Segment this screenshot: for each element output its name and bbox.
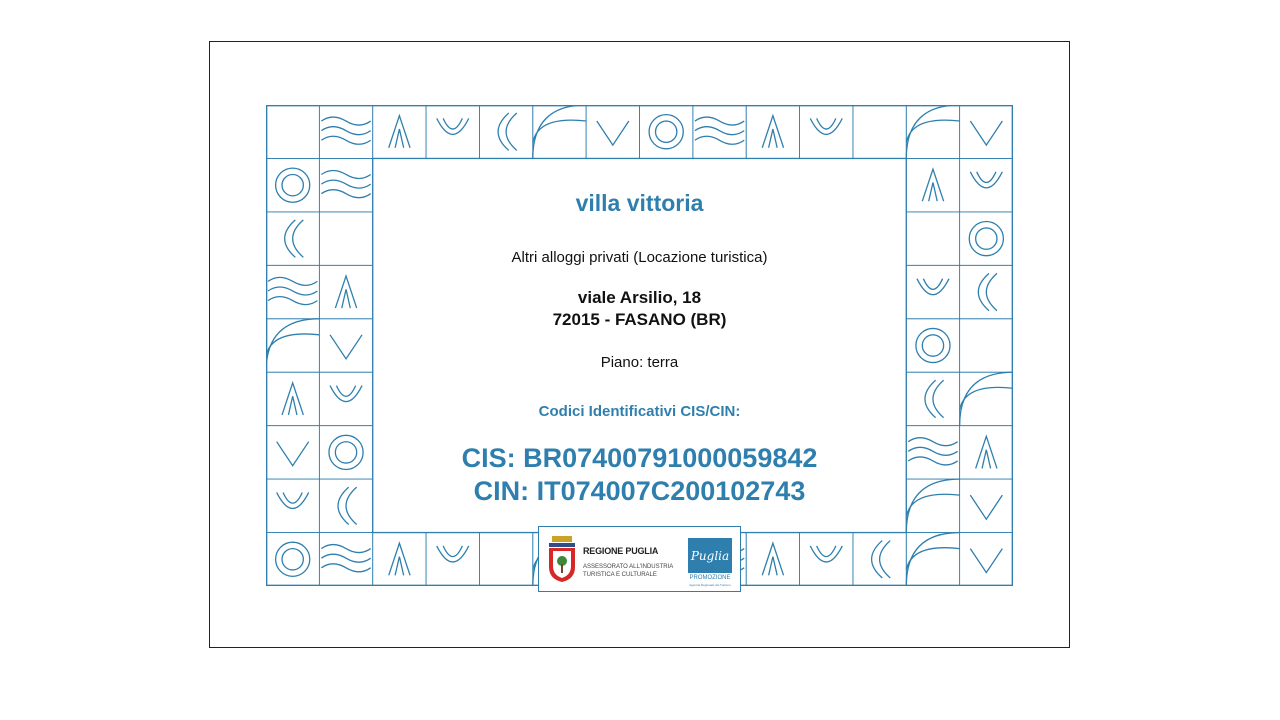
- frame-pattern-mark: [906, 105, 959, 158]
- region-title: REGIONE PUGLIA: [583, 546, 659, 556]
- frame-pattern-mark: [925, 380, 936, 417]
- property-type: Altri alloggi privati (Locazione turistica): [511, 249, 768, 266]
- frame-pattern-mark: [906, 548, 959, 570]
- frame-tile: [266, 319, 319, 372]
- frame-tile: [800, 105, 853, 158]
- frame-pattern-mark: [443, 118, 462, 129]
- frame-tile: [906, 265, 959, 318]
- frame-pattern-mark: [335, 442, 356, 463]
- certificate-body: [373, 159, 906, 532]
- frame-pattern-mark: [276, 168, 310, 202]
- frame-pattern-mark: [960, 387, 1013, 409]
- frame-pattern-mark: [321, 117, 370, 125]
- frame-pattern-mark: [960, 372, 1013, 425]
- frame-pattern-mark: [656, 121, 677, 142]
- frame-pattern-mark: [817, 546, 836, 557]
- frame-pattern-mark: [929, 182, 938, 201]
- frame-pattern-mark: [977, 172, 996, 183]
- frame-pattern-mark: [321, 190, 370, 198]
- frame-tile: [960, 212, 1013, 265]
- frame-tile: [533, 105, 586, 158]
- frame-pattern-mark: [268, 287, 317, 295]
- codes-heading: Codici Identificativi CIS/CIN:: [538, 403, 741, 420]
- frame-pattern-mark: [276, 542, 310, 576]
- frame-tile: [906, 319, 959, 372]
- frame-pattern-mark: [695, 127, 744, 135]
- frame-pattern-mark: [321, 170, 370, 178]
- frame-pattern-mark: [321, 136, 370, 144]
- property-name: villa vittoria: [575, 190, 704, 216]
- frame-tile: [319, 319, 372, 372]
- frame-tile: [319, 212, 372, 265]
- frame-tile: [906, 105, 959, 158]
- frame-pattern-mark: [283, 492, 302, 503]
- regione-puglia-coat-of-arms-icon: [547, 535, 577, 583]
- frame-pattern-mark: [282, 549, 303, 570]
- frame-pattern-mark: [906, 120, 959, 142]
- frame-tile: [960, 319, 1013, 372]
- frame-pattern-mark: [342, 289, 351, 308]
- property-floor: Piano: terra: [600, 354, 679, 371]
- frame-pattern-mark: [395, 129, 404, 148]
- address-street: viale Arsilio, 18: [577, 288, 702, 307]
- frame-pattern-mark: [338, 487, 349, 524]
- frame-pattern-mark: [810, 118, 842, 134]
- frame-tile: [960, 105, 1013, 158]
- sponsor-logos: [538, 526, 741, 592]
- frame-pattern-mark: [285, 220, 296, 257]
- promozione-label: PROMOZIONE: [689, 575, 731, 581]
- frame-pattern-mark: [817, 118, 836, 129]
- frame-pattern-mark: [346, 487, 357, 524]
- frame-pattern-mark: [970, 495, 1002, 519]
- puglia-wordmark: Puglia: [690, 548, 730, 563]
- frame-tile: [906, 479, 959, 532]
- frame-pattern-mark: [908, 438, 957, 446]
- frame-tile: [319, 426, 372, 479]
- frame-pattern-mark: [293, 220, 304, 257]
- frame-pattern-mark: [978, 273, 989, 310]
- frame-tile: [426, 533, 479, 586]
- frame-pattern-mark: [268, 277, 317, 285]
- puglia-promozione-logo: [688, 538, 732, 573]
- frame-pattern-mark: [533, 105, 586, 158]
- frame-pattern-mark: [969, 222, 1003, 256]
- frame-tile: [266, 105, 319, 158]
- frame-pattern-mark: [769, 129, 778, 148]
- frame-tile: [319, 533, 372, 586]
- frame-pattern-mark: [872, 541, 883, 578]
- frame-pattern-mark: [321, 127, 370, 135]
- frame-tile: [906, 426, 959, 479]
- frame-pattern-mark: [321, 545, 370, 553]
- frame-pattern-mark: [266, 334, 319, 356]
- frame-pattern-mark: [922, 335, 943, 356]
- frame-pattern-mark: [506, 113, 517, 150]
- frame-tile: [960, 372, 1013, 425]
- frame-pattern-mark: [906, 494, 959, 516]
- frame-tile: [853, 105, 906, 158]
- frame-pattern-mark: [880, 541, 891, 578]
- frame-tile: [266, 426, 319, 479]
- frame-tile: [266, 265, 319, 318]
- frame-pattern-mark: [917, 279, 949, 295]
- frame-pattern-mark: [906, 533, 959, 586]
- frame-pattern-mark: [282, 174, 303, 195]
- frame-tile: [960, 479, 1013, 532]
- frame-pattern-mark: [982, 450, 991, 469]
- frame-tile: [266, 479, 319, 532]
- frame-pattern-mark: [329, 435, 363, 469]
- frame-tile: [586, 105, 639, 158]
- frame-pattern-mark: [266, 319, 319, 372]
- frame-tile: [800, 533, 853, 586]
- frame-pattern-mark: [443, 546, 462, 557]
- frame-pattern-mark: [277, 442, 309, 466]
- cis-code: CIS: BR07400791000059842: [461, 443, 818, 473]
- frame-pattern-mark: [986, 273, 997, 310]
- frame-pattern-mark: [498, 113, 509, 150]
- frame-tile: [640, 105, 693, 158]
- frame-pattern-mark: [321, 564, 370, 572]
- frame-pattern-mark: [533, 120, 586, 142]
- frame-pattern-mark: [336, 386, 355, 397]
- promozione-subtitle: Agenzia Regionale del Turismo: [689, 583, 731, 587]
- frame-tile: [906, 212, 959, 265]
- frame-tile: [426, 105, 479, 158]
- frame-pattern-mark: [923, 279, 942, 290]
- frame-pattern-mark: [437, 546, 469, 562]
- frame-pattern-mark: [916, 328, 950, 362]
- cin-code: CIN: IT074007C200102743: [473, 476, 806, 506]
- frame-tile: [960, 158, 1013, 211]
- frame-pattern-mark: [330, 386, 362, 402]
- frame-pattern-mark: [321, 180, 370, 188]
- frame-pattern-mark: [277, 492, 309, 508]
- region-subtitle-1: ASSESSORATO ALL'INDUSTRIA: [583, 564, 674, 570]
- frame-tile: [319, 372, 372, 425]
- frame-tile: [266, 158, 319, 211]
- frame-tile: [693, 105, 746, 158]
- frame-tile: [479, 533, 532, 586]
- frame-pattern-mark: [810, 546, 842, 562]
- frame-pattern-mark: [288, 396, 297, 415]
- frame-pattern-mark: [268, 297, 317, 305]
- frame-pattern-mark: [695, 117, 744, 125]
- frame-pattern-mark: [649, 115, 683, 149]
- address-city: 72015 - FASANO (BR): [552, 310, 727, 329]
- frame-pattern-mark: [908, 457, 957, 465]
- frame-pattern-mark: [908, 447, 957, 455]
- frame-pattern-mark: [933, 380, 944, 417]
- frame-pattern-mark: [437, 118, 469, 134]
- frame-pattern-mark: [976, 228, 997, 249]
- frame-pattern-mark: [769, 557, 778, 576]
- frame-tile: [906, 533, 959, 586]
- frame-tile: [266, 533, 319, 586]
- frame-pattern-mark: [970, 549, 1002, 573]
- frame-pattern-mark: [597, 121, 629, 145]
- frame-pattern-mark: [906, 479, 959, 532]
- frame-pattern-mark: [695, 136, 744, 144]
- frame-pattern-mark: [395, 557, 404, 576]
- frame-pattern-mark: [321, 554, 370, 562]
- frame-pattern-mark: [970, 172, 1002, 188]
- frame-tile: [960, 533, 1013, 586]
- frame-pattern-mark: [970, 121, 1002, 145]
- frame-tile: [319, 158, 372, 211]
- frame-pattern-mark: [330, 335, 362, 359]
- region-subtitle-2: TURISTICA E CULTURALE: [583, 572, 657, 578]
- frame-tile: [319, 105, 372, 158]
